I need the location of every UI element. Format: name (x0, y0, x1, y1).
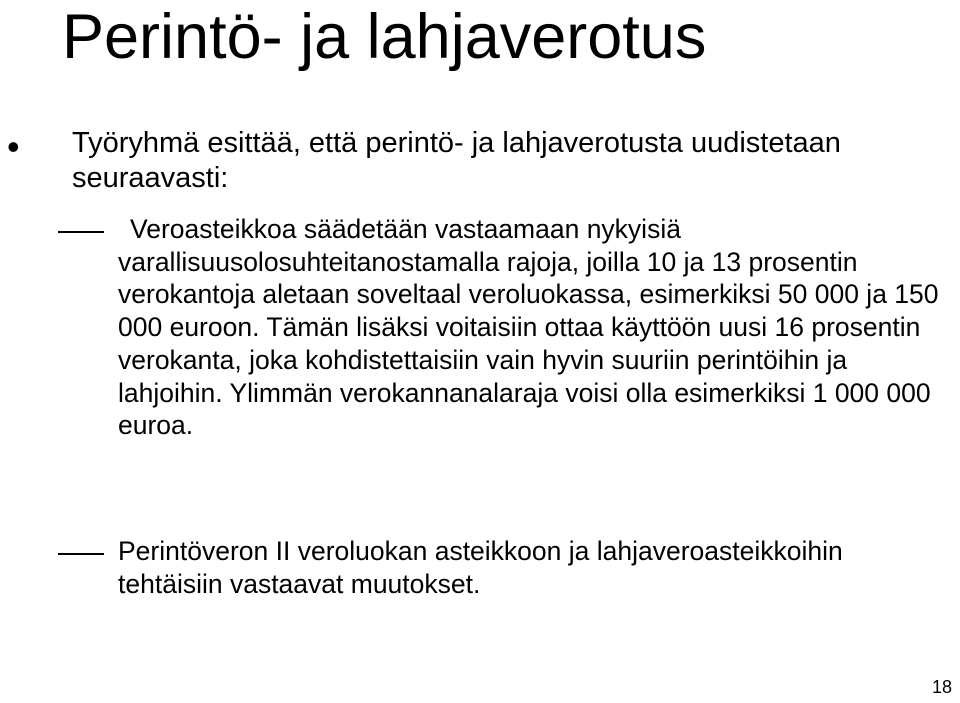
dash-icon (58, 231, 104, 233)
sub-bullet-1-rest: varallisuusolosuhteitanostamalla rajoja, joilla 10 ja 13 prosentin verokantoja aletaan soveltaal veroluokassa, esimerkiksi 50 000 ja 150 000 euroon. Tämän lisäksi voitaisiin ottaa käyttöön uusi 16 prosentin verokanta, joka kohdistettaisiin vain hyvin suuriin perintöihin ja lahjoihin. Ylimmän verokannanalaraja voisi olla esimerkiksi 1 000 000 euroa. (118, 246, 939, 441)
main-bullet-text: Työryhmä esittää, että perintö- ja lahjaverotusta uudistetaan seuraavasti: (72, 127, 841, 194)
slide-title: Perintö- ja lahjaverotus (62, 2, 707, 72)
sub-bullet-1-first-line: Veroasteikkoa säädetään vastaamaan nykyisiä (130, 214, 681, 244)
sub-bullet-2-text: Perintöveron II veroluokan asteikkoon ja lahjaveroasteikkoihin tehtäisiin vastaavat muutokset. (118, 536, 843, 599)
dash-icon (58, 553, 104, 555)
bullet-dot-icon: • (7, 126, 20, 167)
sub-bullet-1-text (118, 213, 948, 442)
page-number: 18 (931, 677, 952, 697)
